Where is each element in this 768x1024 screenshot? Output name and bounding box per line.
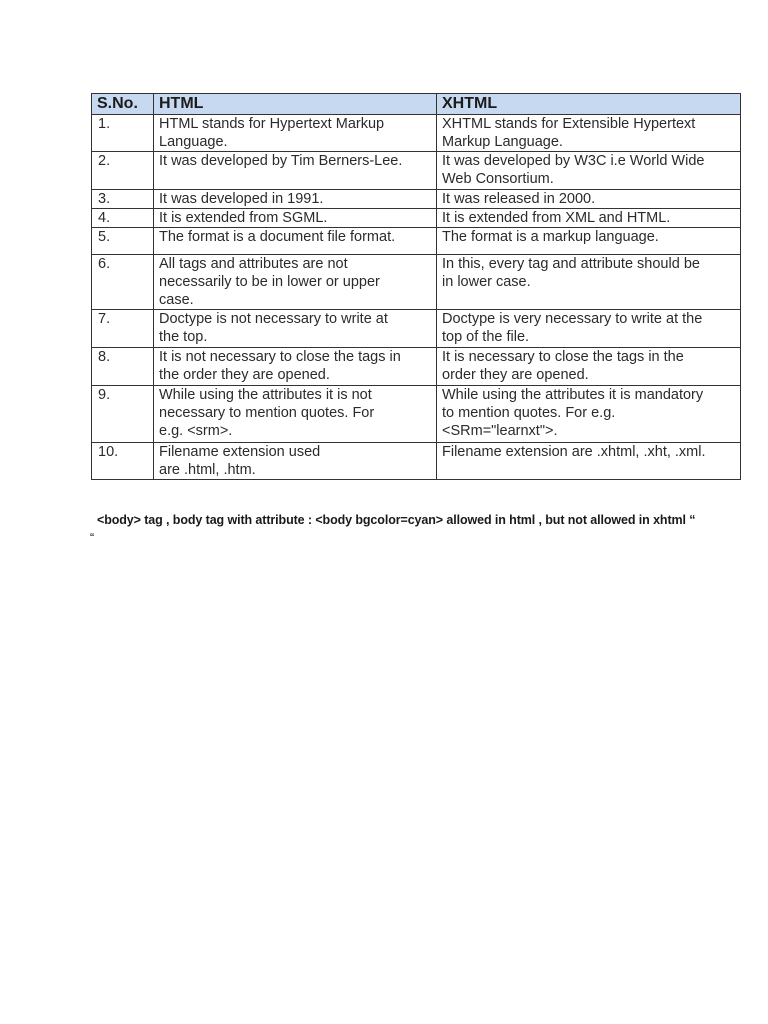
html-cell: It was developed in 1991. — [154, 190, 437, 209]
table-header — [92, 94, 741, 115]
trailing-quote-mark: “ — [90, 531, 95, 545]
html-cell: The format is a document file format. — [154, 228, 437, 255]
table-row — [92, 228, 741, 255]
table-row — [92, 310, 741, 348]
row-number: 4. — [92, 209, 154, 228]
header-xhtml: XHTML — [437, 94, 741, 115]
table-row — [92, 209, 741, 228]
table-row — [92, 152, 741, 190]
html-cell: It is not necessary to close the tags in the order they are opened. — [154, 348, 437, 386]
xhtml-cell: In this, every tag and attribute should be in lower case. — [437, 255, 741, 310]
row-number: 7. — [92, 310, 154, 348]
html-cell: HTML stands for Hypertext Markup Language. — [154, 115, 437, 152]
header-html: HTML — [154, 94, 437, 115]
xhtml-cell: Filename extension are .xhtml, .xht, .xml. — [437, 443, 741, 480]
row-number: 6. — [92, 255, 154, 310]
html-cell: It was developed by Tim Berners-Lee. — [154, 152, 437, 190]
row-number: 5. — [92, 228, 154, 255]
header-row — [92, 94, 741, 115]
xhtml-cell: It was developed by W3C i.e World Wide Web Consortium. — [437, 152, 741, 190]
table-row — [92, 386, 741, 443]
table-row — [92, 190, 741, 209]
xhtml-cell: It is extended from XML and HTML. — [437, 209, 741, 228]
table-row — [92, 348, 741, 386]
html-cell: While using the attributes it is not necessary to mention quotes. For e.g. <srm>. — [154, 386, 437, 443]
table-row — [92, 443, 741, 480]
body-tag-note: <body> tag , body tag with attribute : <body bgcolor=cyan> allowed in html , but not allowed in xhtml “ — [97, 513, 696, 527]
html-vs-xhtml-table — [91, 93, 741, 480]
html-cell: Filename extension used are .html, .htm. — [154, 443, 437, 480]
header-sno: S.No. — [92, 94, 154, 115]
xhtml-cell: It is necessary to close the tags in the order they are opened. — [437, 348, 741, 386]
xhtml-cell: Doctype is very necessary to write at the top of the file. — [437, 310, 741, 348]
table-row — [92, 255, 741, 310]
html-cell: All tags and attributes are not necessarily to be in lower or upper case. — [154, 255, 437, 310]
row-number: 1. — [92, 115, 154, 152]
xhtml-cell: XHTML stands for Extensible Hypertext Markup Language. — [437, 115, 741, 152]
xhtml-cell: While using the attributes it is mandatory to mention quotes. For e.g. <SRm="learnxt">. — [437, 386, 741, 443]
html-cell: It is extended from SGML. — [154, 209, 437, 228]
html-cell: Doctype is not necessary to write at the top. — [154, 310, 437, 348]
row-number: 8. — [92, 348, 154, 386]
xhtml-cell: The format is a markup language. — [437, 228, 741, 255]
row-number: 10. — [92, 443, 154, 480]
table-body — [92, 115, 741, 480]
row-number: 3. — [92, 190, 154, 209]
row-number: 9. — [92, 386, 154, 443]
xhtml-cell: It was released in 2000. — [437, 190, 741, 209]
table-row — [92, 115, 741, 152]
row-number: 2. — [92, 152, 154, 190]
